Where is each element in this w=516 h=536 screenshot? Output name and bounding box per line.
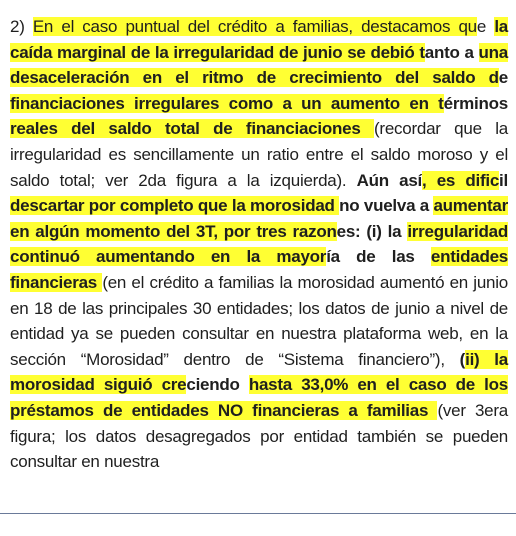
highlight-33-percent: hasta 33,0% en el caso de los préstamos de entidades NO financieras a familias [10, 375, 508, 420]
bold-segment: ía de las [326, 247, 431, 267]
highlight-rule-out: descartar por completo que la morosidad [10, 196, 340, 216]
text-segment: (en el crédito a familias la morosidad aumentó en junio en 18 de las principales 30 entidades; los datos de junio a nivel de entidad ya se pueden consultar en nuestra plataforma web, en la sección “Morosidad” dentro de “Sistema financiero”), [10, 272, 508, 369]
highlight-difficult: , es dific [422, 170, 500, 190]
bold-segment: e [498, 68, 508, 88]
highlight-irregularity-drop: la caída marginal de la irregularidad de junio se debió t [10, 17, 509, 62]
highlight-irregular-financing: financiaciones irregulares como a un aumento en t [10, 93, 444, 113]
document-body [10, 14, 508, 475]
bold-segment: es: (i) la [336, 221, 408, 241]
highlight-intro: En el caso puntual del crédito a familias, destacamos qu [32, 17, 477, 36]
list-number: 2) [10, 17, 33, 36]
highlight-financial-entities: entidades financieras [10, 247, 508, 292]
page-divider [0, 513, 516, 514]
bold-segment: ciendo [186, 375, 249, 395]
bold-segment: érminos [443, 93, 508, 113]
highlight-kept-growing: ii) la morosidad siguió cre [10, 349, 508, 395]
text-segment: e [476, 17, 495, 36]
bold-segment: ( [459, 349, 466, 369]
paragraph-point-2 [10, 14, 508, 475]
highlight-real-balance: reales del saldo total de financiaciones [10, 119, 374, 139]
text-segment: (ver 3era figura; los datos desagregados por entidad también se pueden consultar en nuestra [10, 400, 509, 472]
bold-segment: Aún así [356, 170, 423, 190]
bold-segment: no vuelva a [339, 196, 434, 216]
text-segment: (recordar que la irregularidad es sencillamente un ratio entre el saldo moroso y el saldo total; ver 2da figura a la izquierda). [10, 119, 508, 190]
bold-segment: il [499, 170, 508, 190]
highlight-increase-3t: aumentar en algún momento del 3T, por tres razon [10, 196, 508, 241]
bold-segment: anto a [424, 42, 479, 62]
highlight-continued-increase: irregularidad continuó aumentando en la mayor [10, 221, 508, 267]
highlight-slowdown: una desaceleración en el ritmo de crecimiento del saldo d [10, 42, 508, 88]
